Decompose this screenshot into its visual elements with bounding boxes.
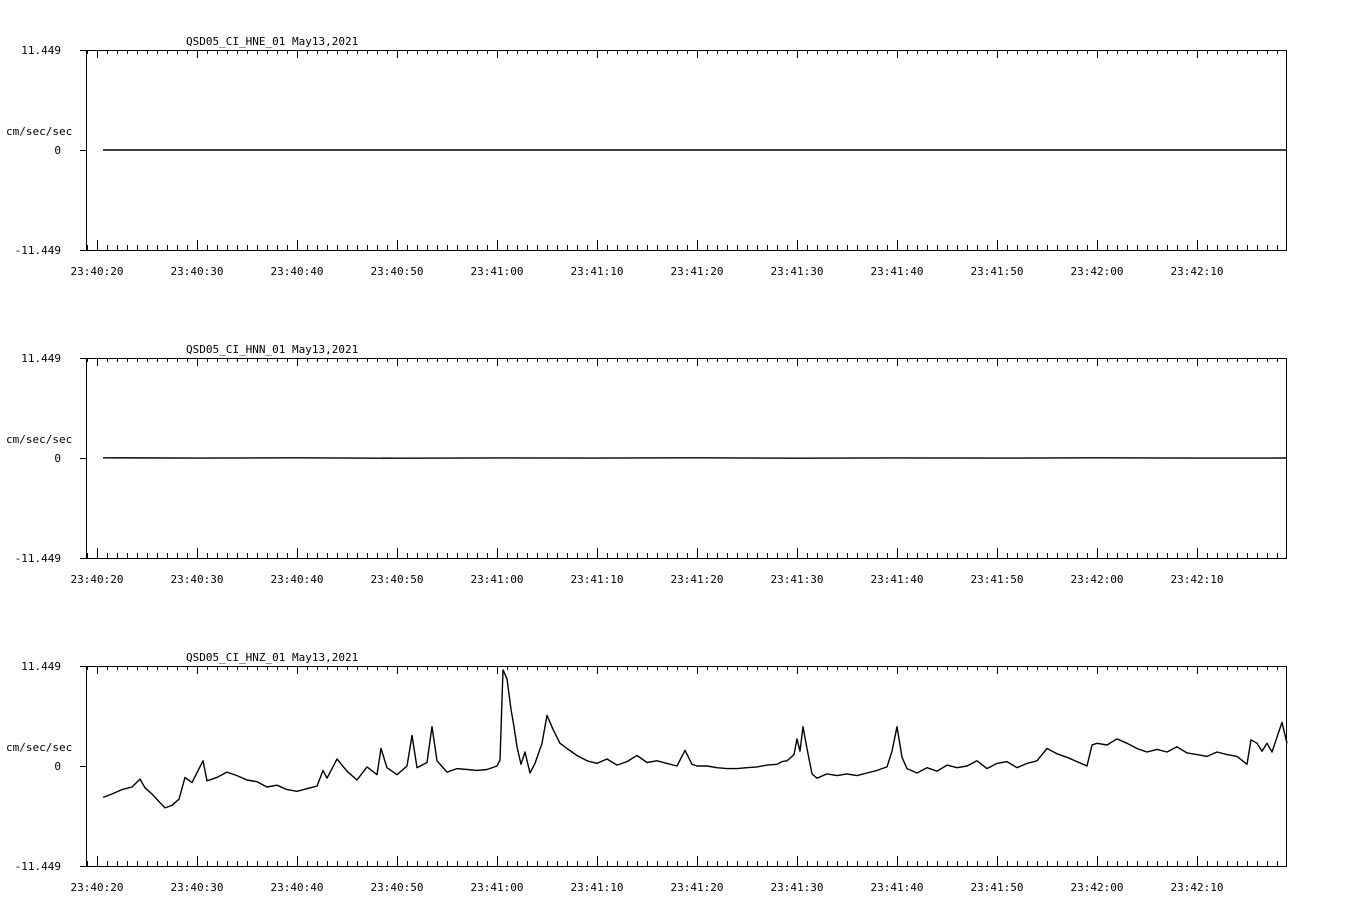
y-axis-label: cm/sec/sec	[6, 125, 73, 138]
panel-3	[6, 651, 1287, 894]
x-tick-label: 23:41:10	[570, 265, 624, 278]
chart-title: QSD05_CI_HNZ_01 May13,2021	[186, 651, 359, 664]
x-tick-label: 23:40:20	[70, 573, 124, 586]
x-tick-label: 23:40:40	[270, 265, 324, 278]
y-tick-label: 0	[54, 760, 61, 773]
y-tick-label: 11.449	[21, 44, 61, 57]
series-line-1	[103, 670, 1287, 808]
x-tick-label: 23:42:00	[1070, 881, 1124, 894]
x-tick-label: 23:40:20	[70, 881, 124, 894]
x-tick-label: 23:41:30	[770, 265, 824, 278]
x-tick-label: 23:42:00	[1070, 573, 1124, 586]
y-tick-label: 0	[54, 144, 61, 157]
panel-2	[6, 343, 1287, 586]
chart-title: QSD05_CI_HNN_01 May13,2021	[186, 343, 359, 356]
y-tick-label: -11.449	[14, 860, 61, 873]
x-tick-label: 23:41:00	[470, 881, 524, 894]
x-tick-label: 23:41:40	[870, 265, 924, 278]
x-tick-label: 23:41:20	[670, 265, 724, 278]
x-tick-label: 23:41:50	[970, 573, 1024, 586]
chart-title: QSD05_CI_HNE_01 May13,2021	[186, 35, 359, 48]
x-tick-label: 23:40:40	[270, 573, 324, 586]
x-tick-label: 23:42:10	[1170, 573, 1224, 586]
x-tick-label: 23:40:30	[170, 265, 224, 278]
y-tick-label: 11.449	[21, 660, 61, 673]
x-tick-label: 23:41:20	[670, 881, 724, 894]
x-tick-label: 23:41:20	[670, 573, 724, 586]
x-tick-label: 23:40:40	[270, 881, 324, 894]
y-tick-label: -11.449	[14, 244, 61, 257]
x-tick-label: 23:41:10	[570, 881, 624, 894]
y-tick-label: -11.449	[14, 552, 61, 565]
x-tick-label: 23:41:10	[570, 573, 624, 586]
x-tick-label: 23:40:50	[370, 881, 424, 894]
x-tick-label: 23:41:40	[870, 881, 924, 894]
y-tick-label: 0	[54, 452, 61, 465]
x-tick-label: 23:41:30	[770, 881, 824, 894]
x-tick-label: 23:40:50	[370, 573, 424, 586]
x-tick-label: 23:41:00	[470, 573, 524, 586]
plot-frame	[87, 667, 1287, 867]
x-tick-label: 23:40:20	[70, 265, 124, 278]
x-tick-label: 23:40:30	[170, 881, 224, 894]
x-tick-label: 23:42:10	[1170, 265, 1224, 278]
y-tick-label: 11.449	[21, 352, 61, 365]
x-tick-label: 23:41:40	[870, 573, 924, 586]
y-axis-label: cm/sec/sec	[6, 741, 73, 754]
x-tick-label: 23:42:00	[1070, 265, 1124, 278]
x-tick-label: 23:40:50	[370, 265, 424, 278]
x-tick-label: 23:41:30	[770, 573, 824, 586]
x-tick-label: 23:40:30	[170, 573, 224, 586]
y-axis-label: cm/sec/sec	[6, 433, 73, 446]
x-tick-label: 23:42:10	[1170, 881, 1224, 894]
x-tick-label: 23:41:00	[470, 265, 524, 278]
x-tick-label: 23:41:50	[970, 265, 1024, 278]
panel-1	[6, 35, 1287, 278]
x-tick-label: 23:41:50	[970, 881, 1024, 894]
